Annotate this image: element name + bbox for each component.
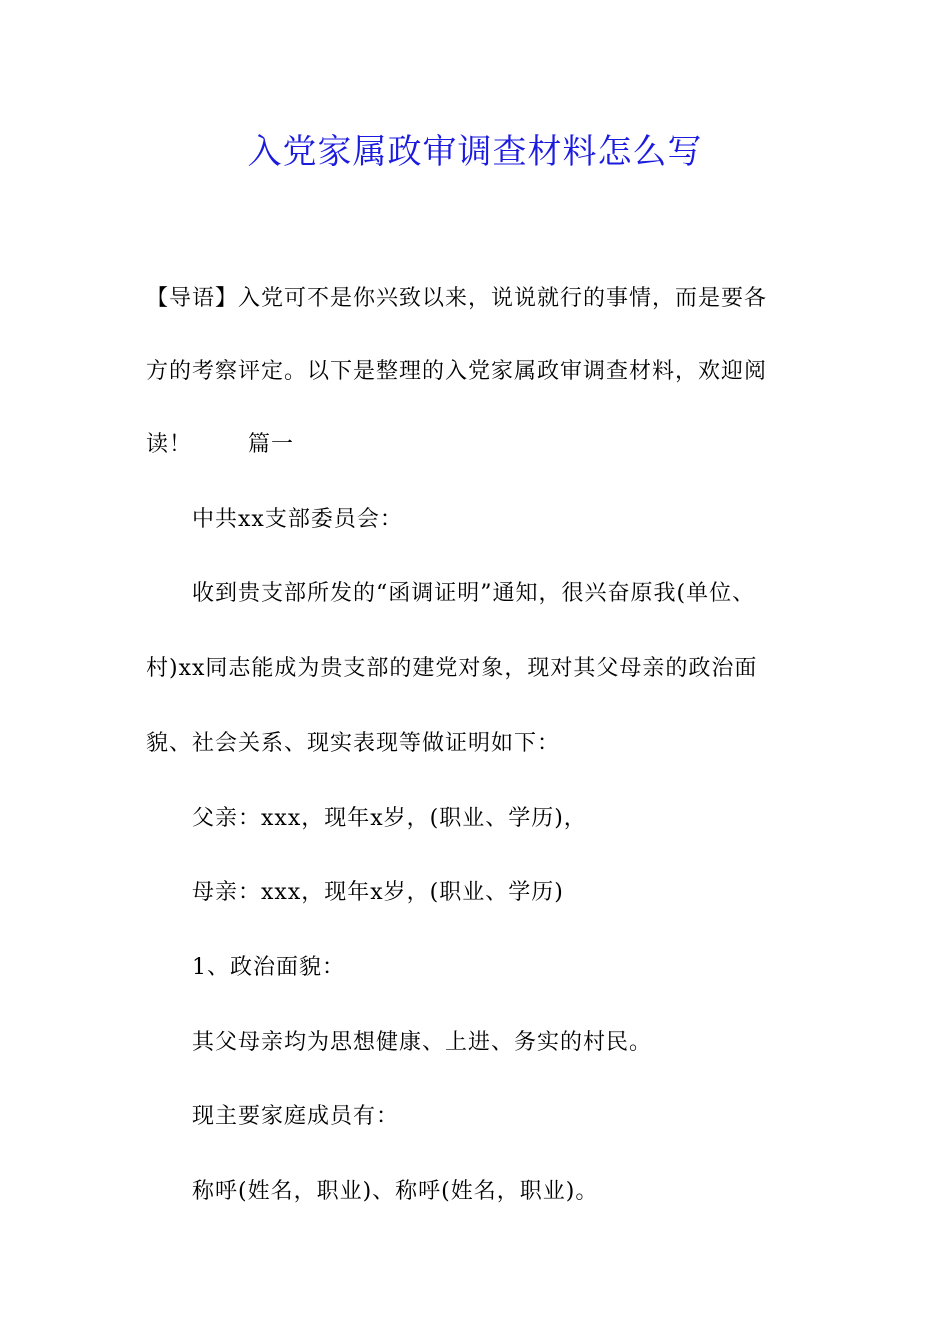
mother-info: 母亲：xxx，现年x岁，(职业、学历) [192, 880, 564, 905]
family-heading: 现主要家庭成员有： [192, 1104, 400, 1129]
salutation: 中共xx支部委员会： [192, 507, 403, 532]
intro-line-3 [146, 430, 826, 460]
body-paragraph-1-line-2: 村)xx同志能成为贵支部的建党对象，现对其父母亲的政治面 [146, 656, 758, 681]
document-title: 入党家属政审调查材料怎么写 [247, 132, 703, 172]
body-paragraph-1-line-3: 貌、社会关系、现实表现等做证明如下： [146, 731, 561, 756]
intro-line-1: 【导语】入党可不是你兴致以来，说说就行的事情，而是要各 [146, 286, 768, 311]
section-1-text: 其父母亲均为思想健康、上进、务实的村民。 [192, 1030, 653, 1055]
section-1-heading: 1、政治面貌： [192, 955, 345, 980]
section-label: 篇一 [248, 432, 295, 457]
body-paragraph-1-line-1: 收到贵支部所发的“函调证明”通知，很兴奋原我(单位、 [192, 581, 756, 606]
intro-line-2: 方的考察评定。以下是整理的入党家属政审调查材料，欢迎阅 [146, 359, 768, 384]
father-info: 父亲：xxx，现年x岁，(职业、学历)， [192, 806, 587, 831]
intro-line-3-text: 读！ [146, 432, 193, 457]
family-members: 称呼(姓名，职业)、称呼(姓名，职业)。 [192, 1179, 599, 1204]
